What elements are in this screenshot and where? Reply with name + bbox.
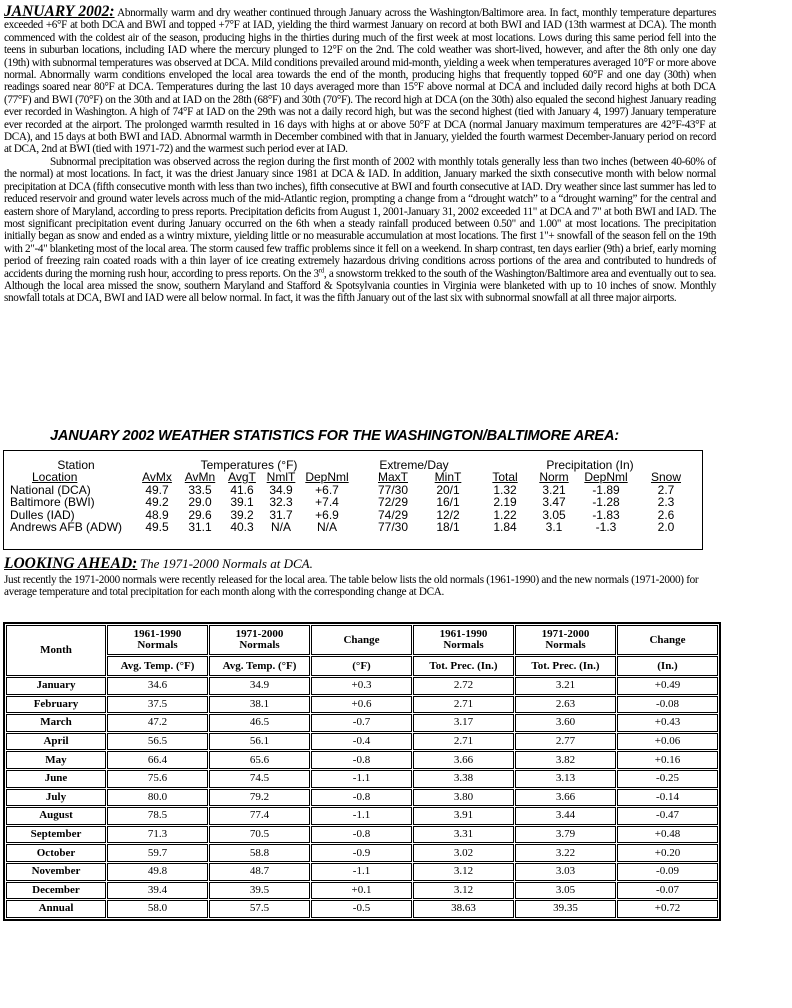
value-cell: 3.82 xyxy=(515,751,616,769)
value-cell: -0.07 xyxy=(617,882,718,900)
value-cell: +0.43 xyxy=(617,714,718,732)
month-cell: December xyxy=(6,882,106,900)
normals-header-cell: 1971-2000 Normals xyxy=(515,625,616,655)
stats-cell-avgt: 40.3 xyxy=(230,520,254,535)
value-cell: 34.9 xyxy=(209,677,310,695)
stats-cell-total: 1.84 xyxy=(493,520,517,535)
month-cell: March xyxy=(6,714,106,732)
value-cell: 2.71 xyxy=(413,733,514,751)
value-cell: -0.8 xyxy=(311,751,412,769)
normals-header-cell: 1961-1990 Normals xyxy=(107,625,208,655)
stats-cell-norm: 3.05 xyxy=(542,507,566,522)
value-cell: -0.09 xyxy=(617,863,718,881)
normals-unit-cell: Avg. Temp. (°F) xyxy=(107,656,208,676)
table-row xyxy=(6,751,718,769)
value-cell: 71.3 xyxy=(107,826,208,844)
value-cell: -0.14 xyxy=(617,789,718,807)
stats-cell-maxt: 77/30 xyxy=(377,520,409,535)
value-cell: 2.77 xyxy=(515,733,616,751)
stats-cell-nmlt: 31.7 xyxy=(269,507,293,522)
stats-cell-avmn: 29.6 xyxy=(188,507,212,522)
stats-cell-avmx: 49.2 xyxy=(145,495,169,510)
value-cell: 58.0 xyxy=(107,900,208,918)
value-cell: -0.4 xyxy=(311,733,412,751)
summary-paragraph-temperature xyxy=(4,3,716,156)
normals-unit-cell: Tot. Prec. (In.) xyxy=(515,656,616,676)
stats-cell-mint: 12/2 xyxy=(436,507,460,522)
value-cell: 74.5 xyxy=(209,770,310,788)
value-cell: 3.66 xyxy=(515,789,616,807)
normals-table xyxy=(3,622,721,921)
value-cell: +0.06 xyxy=(617,733,718,751)
value-cell: 46.5 xyxy=(209,714,310,732)
stats-cell-norm: 3.21 xyxy=(542,483,566,497)
value-cell: 3.05 xyxy=(515,882,616,900)
value-cell: 3.38 xyxy=(413,770,514,788)
summary-paragraph-precipitation xyxy=(4,156,716,305)
stats-header-mint: MinT xyxy=(434,470,462,484)
group-label-temperatures: Temperatures (°F) xyxy=(200,458,298,472)
value-cell: +0.3 xyxy=(311,677,412,695)
looking-ahead-subtitle: The 1971-2000 Normals at DCA. xyxy=(139,556,313,571)
stats-cell-location: Baltimore (BWI) xyxy=(10,495,95,510)
stats-cell-location: Andrews AFB (ADW) xyxy=(10,520,123,535)
value-cell: 70.5 xyxy=(209,826,310,844)
table-row xyxy=(6,696,718,714)
value-cell: -0.9 xyxy=(311,844,412,862)
value-cell: -0.25 xyxy=(617,770,718,788)
stats-cell-nmlt: 34.9 xyxy=(269,483,293,497)
table-row xyxy=(6,844,718,862)
stats-cell-mint: 20/1 xyxy=(436,483,460,497)
month-cell: January xyxy=(6,677,106,695)
value-cell: 38.63 xyxy=(413,900,514,918)
stats-cell-snow: 2.7 xyxy=(657,483,675,497)
normals-header-row xyxy=(6,625,718,655)
value-cell: 2.63 xyxy=(515,696,616,714)
stats-header-precip-depnml: DepNml xyxy=(584,470,628,484)
value-cell: 39.35 xyxy=(515,900,616,918)
month-cell: Annual xyxy=(6,900,106,918)
normals-unit-cell: (In.) xyxy=(617,656,718,676)
month-cell: February xyxy=(6,696,106,714)
stats-header-depnml: DepNml xyxy=(305,470,349,484)
table-row xyxy=(6,807,718,825)
value-cell: 79.2 xyxy=(209,789,310,807)
value-cell: 3.22 xyxy=(515,844,616,862)
value-cell: -1.1 xyxy=(311,770,412,788)
stats-cell-avgt: 39.1 xyxy=(230,495,254,510)
stats-cell-precip-depnml: -1.3 xyxy=(595,520,617,535)
value-cell: 3.66 xyxy=(413,751,514,769)
month-cell: May xyxy=(6,751,106,769)
looking-ahead-section xyxy=(4,555,716,599)
value-cell: 3.91 xyxy=(413,807,514,825)
stats-header-avmx: AvMx xyxy=(142,470,172,484)
stats-header-avmn: AvMn xyxy=(184,470,216,484)
month-cell: October xyxy=(6,844,106,862)
value-cell: 57.5 xyxy=(209,900,310,918)
value-cell: +0.48 xyxy=(617,826,718,844)
stats-cell-avmx: 48.9 xyxy=(145,507,169,522)
stats-cell-depnml: +6.9 xyxy=(315,507,339,522)
value-cell: 37.5 xyxy=(107,696,208,714)
month-cell: June xyxy=(6,770,106,788)
value-cell: 65.6 xyxy=(209,751,310,769)
paragraph-text: Subnormal precipitation was observed across the region during the first month of 2002 with monthly totals generally less than two inches (between 40-60% of the normal) at most locations. In fact, it was the driest January since 1981 at DCA & IAD. In addition, January marked the sixth consecutive month with below normal precipitation at DCA (fifth consecutive month with less than two inches), fifth consecutive at BWI and fourth consecutive at IAD. Dry weather since last summer has led to reduced reservoir and ground water levels across much of the mid-Atlantic region, prompting a change from a “drought watch” to a “drought warning” for the central and eastern shore of Maryland, according to press reports. Precipitation deficits from August 1, 2001-January 31, 2002 exceeded 11" at DCA and 7" at both BWI and IAD. The most significant precipitation event during January occurred on the 6th when a steady rainfall produced between 0.50" and 1.00" at most locations. The precipitation initially began as snow and ended as a wintry mixture, yielding little or no measurable accumulation at most locations. The first 1"+ snowfall of the season fell on the 19th with 2"-4" blanketing most of the local area. The storm caused few traffic problems since it fell on a weekend. In sharp contrast, ten days earlier (9th) a brief, early morning period of freezing rain coated roads with a thin layer of ice creating extremely hazardous driving conditions across portions of the area and contributed to hundreds of accidents during the morning rush hour, according to press reports. On the 3 xyxy=(4,155,716,280)
stats-cell-depnml: N/A xyxy=(316,520,337,535)
value-cell: 3.60 xyxy=(515,714,616,732)
value-cell: 39.5 xyxy=(209,882,310,900)
stats-header-avgt: AvgT xyxy=(228,470,256,484)
normals-header-cell: Change xyxy=(617,625,718,655)
stats-header-maxt: MaxT xyxy=(378,470,408,484)
normals-header-cell: 1961-1990 Normals xyxy=(413,625,514,655)
table-row xyxy=(6,863,718,881)
value-cell: 48.7 xyxy=(209,863,310,881)
stats-cell-precip-depnml: -1.83 xyxy=(592,507,620,522)
normals-unit-cell: Tot. Prec. (In.) xyxy=(413,656,514,676)
value-cell: +0.20 xyxy=(617,844,718,862)
group-label-precipitation: Precipitation (In) xyxy=(546,458,634,472)
stats-cell-depnml: +6.7 xyxy=(315,483,339,497)
value-cell: +0.6 xyxy=(311,696,412,714)
stats-cell-snow: 2.3 xyxy=(657,495,675,510)
stats-cell-avmx: 49.7 xyxy=(145,483,169,497)
value-cell: 59.7 xyxy=(107,844,208,862)
table-row xyxy=(6,882,718,900)
stats-cell-avmx: 49.5 xyxy=(145,520,169,535)
value-cell: 3.02 xyxy=(413,844,514,862)
value-cell: 3.13 xyxy=(515,770,616,788)
value-cell: 3.44 xyxy=(515,807,616,825)
value-cell: 75.6 xyxy=(107,770,208,788)
value-cell: 3.12 xyxy=(413,882,514,900)
looking-ahead-title-row xyxy=(4,555,716,572)
table-row xyxy=(6,677,718,695)
stats-cell-maxt: 72/29 xyxy=(377,495,409,510)
stats-cell-norm: 3.1 xyxy=(545,520,563,535)
month-cell: September xyxy=(6,826,106,844)
stats-cell-avmn: 29.0 xyxy=(188,495,212,510)
normals-subheader-row xyxy=(6,656,718,676)
month-cell: July xyxy=(6,789,106,807)
value-cell: +0.72 xyxy=(617,900,718,918)
value-cell: -0.47 xyxy=(617,807,718,825)
value-cell: 34.6 xyxy=(107,677,208,695)
stats-cell-mint: 16/1 xyxy=(436,495,460,510)
value-cell: 56.1 xyxy=(209,733,310,751)
table-row xyxy=(6,900,718,918)
normals-header-cell: 1971-2000 Normals xyxy=(209,625,310,655)
table-row xyxy=(6,770,718,788)
stats-cell-precip-depnml: -1.89 xyxy=(592,483,620,497)
stats-cell-total: 2.19 xyxy=(493,495,517,510)
table-row xyxy=(6,826,718,844)
stats-header-norm: Norm xyxy=(539,470,569,484)
stats-cell-avgt: 39.2 xyxy=(230,507,254,522)
table-row xyxy=(6,714,718,732)
stats-cell-location: Dulles (IAD) xyxy=(10,507,75,522)
value-cell: 77.4 xyxy=(209,807,310,825)
value-cell: 2.71 xyxy=(413,696,514,714)
value-cell: 58.8 xyxy=(209,844,310,862)
value-cell: 39.4 xyxy=(107,882,208,900)
looking-ahead-body: Just recently the 1971-2000 normals were recently released for the local area. The table below lists the old normals (1961-1990) and the new normals (1971-2000) for average temperature and total precipitation for each month along with the corresponding change at DCA. xyxy=(4,574,699,599)
table-row xyxy=(6,789,718,807)
stats-cell-maxt: 77/30 xyxy=(377,483,409,497)
weather-stats-box xyxy=(3,450,703,550)
stats-heading: JANUARY 2002 WEATHER STATISTICS FOR THE WASHINGTON/BALTIMORE AREA: xyxy=(50,428,619,444)
stats-cell-snow: 2.6 xyxy=(657,507,675,522)
value-cell: 80.0 xyxy=(107,789,208,807)
stats-cell-depnml: +7.4 xyxy=(315,495,339,510)
value-cell: -1.1 xyxy=(311,807,412,825)
normals-body xyxy=(6,677,718,918)
stats-cell-snow: 2.0 xyxy=(657,520,675,535)
value-cell: 47.2 xyxy=(107,714,208,732)
normals-unit-cell: (°F) xyxy=(311,656,412,676)
value-cell: 3.17 xyxy=(413,714,514,732)
value-cell: 2.72 xyxy=(413,677,514,695)
value-cell: -0.7 xyxy=(311,714,412,732)
value-cell: +0.49 xyxy=(617,677,718,695)
stats-header-total: Total xyxy=(492,470,518,484)
looking-ahead-title: LOOKING AHEAD: xyxy=(4,555,138,572)
value-cell: 78.5 xyxy=(107,807,208,825)
group-label-extreme: Extreme/Day xyxy=(379,458,449,472)
value-cell: 66.4 xyxy=(107,751,208,769)
value-cell: 3.31 xyxy=(413,826,514,844)
stats-cell-avmn: 31.1 xyxy=(188,520,212,535)
value-cell: -0.08 xyxy=(617,696,718,714)
value-cell: 3.21 xyxy=(515,677,616,695)
stats-cell-avgt: 41.6 xyxy=(230,483,254,497)
stats-header-location: Location xyxy=(32,470,78,484)
stats-cell-nmlt: N/A xyxy=(270,520,291,535)
paragraph-text: , a snowstorm trekked to the south of the Washington/Baltimore area and eventually out to sea. Although the local area missed the snow, southern Maryland and Stafford & Spotsylvania counties in Virginia were blanketed with up to 10 inches of snow. Monthly snowfall totals at DCA, BWI and IAD were all below normal. In fact, it was the fifth January out of the last six with subnormal snowfall at all three major airports. xyxy=(4,267,716,305)
value-cell: 56.5 xyxy=(107,733,208,751)
article-title: JANUARY 2002: xyxy=(4,3,115,20)
value-cell: -0.8 xyxy=(311,789,412,807)
month-cell: April xyxy=(6,733,106,751)
value-cell: -0.5 xyxy=(311,900,412,918)
stats-cell-norm: 3.47 xyxy=(542,495,566,510)
value-cell: 3.12 xyxy=(413,863,514,881)
value-cell: +0.1 xyxy=(311,882,412,900)
stats-cell-location: National (DCA) xyxy=(10,483,91,497)
normals-header-cell: Month xyxy=(6,625,106,676)
stats-cell-total: 1.22 xyxy=(493,507,517,522)
value-cell: 38.1 xyxy=(209,696,310,714)
month-cell: November xyxy=(6,863,106,881)
stats-cell-maxt: 74/29 xyxy=(377,507,409,522)
stats-cell-nmlt: 32.3 xyxy=(269,495,293,510)
ordinal-suffix: rd xyxy=(318,265,324,274)
value-cell: 49.8 xyxy=(107,863,208,881)
stats-cell-total: 1.32 xyxy=(493,483,517,497)
normals-unit-cell: Avg. Temp. (°F) xyxy=(209,656,310,676)
value-cell: -0.8 xyxy=(311,826,412,844)
january-summary-article xyxy=(4,3,716,305)
value-cell: -1.1 xyxy=(311,863,412,881)
stats-cell-precip-depnml: -1.28 xyxy=(592,495,620,510)
paragraph-text: Abnormally warm and dry weather continued through January across the Washington/Baltimore area. In fact, monthly temperature departures exceeded +6°F at both DCA and BWI and topped +7°F at IAD, yielding the third warmest January on record at both BWI and IAD (13th warmest at DCA). The month commenced with the coldest air of the season, producing highs in the thirties during much of the first week at most locations. Lows during this same period fell into the teens in suburban locations, including IAD where the mercury plunged to 12°F on the 2nd. The cold weather was short-lived, however, and after the 8th only one day (19th) with subnormal temperatures was observed at DCA. Mild conditions prevailed around mid-month, yielding a week when temperatures averaged 10°F or more above normal. Abnormally warm conditions enveloped the local area towards the end of the month, producing highs that frequently topped 60°F and one day (30th) when readings soared near 80°F at DCA. Temperatures during the last 10 days averaged more than 15°F above normal at DCA and included daily record highs at both DCA (77°F) and BWI (70°F) on the 30th and at IAD on the 28th (68°F) and 30th (70°F). The record high at DCA (on the 30th) also equaled the second highest January reading ever recorded in Washington. A high of 74°F at IAD on the 29th was not a daily record high, but was the second highest (tied with January 4, 1997) January temperature ever recorded at the airport. The prolonged warmth resulted in 16 days with highs at or above 50°F at DCA (normal January maximum temperatures are 42°F-43°F at DCA), and 15 days at both BWI and IAD. Abnormal warmth in December combined with that in January, yielded the fourth warmest December-January period on record at DCA, 2nd at BWI (tied with 1971-72) and the warmest such period ever at IAD. xyxy=(4,7,716,156)
value-cell: 3.80 xyxy=(413,789,514,807)
value-cell: +0.16 xyxy=(617,751,718,769)
month-cell: August xyxy=(6,807,106,825)
table-row xyxy=(6,733,718,751)
stats-cell-avmn: 33.5 xyxy=(188,483,212,497)
value-cell: 3.03 xyxy=(515,863,616,881)
stats-header-snow: Snow xyxy=(650,470,682,484)
stats-cell-mint: 18/1 xyxy=(436,520,460,535)
normals-header-cell: Change xyxy=(311,625,412,655)
group-label-station: Station xyxy=(57,458,95,472)
stats-header-nmlt: NmlT xyxy=(266,470,296,484)
value-cell: 3.79 xyxy=(515,826,616,844)
